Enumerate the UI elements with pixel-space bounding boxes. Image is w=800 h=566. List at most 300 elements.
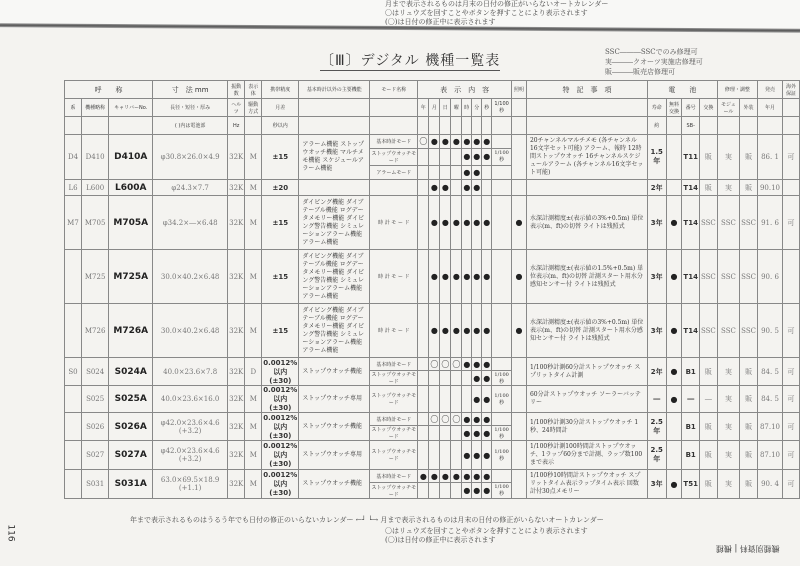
- circle-note-line: (〇)は日付の修正中に表示されます: [385, 536, 496, 544]
- battery-number-cell: T14: [682, 196, 700, 250]
- display-cell: ●: [472, 426, 482, 441]
- table-row: [65, 358, 800, 371]
- display-cell: ●: [440, 250, 451, 304]
- display-cell: [451, 371, 462, 386]
- drive-cell: M: [245, 135, 262, 180]
- table-row: [65, 180, 800, 196]
- header-cell: 寿命: [647, 99, 666, 117]
- display-cell: [492, 250, 512, 304]
- header-cell: 曜: [451, 99, 462, 117]
- display-cell: ●: [462, 441, 472, 470]
- notes-cell: 1/100秒計測60分計ストップウオッチ スプリットタイム計測: [526, 358, 647, 386]
- case-repair-cell: 販: [740, 358, 758, 386]
- top-note-line: (〇)は日付の修正中に表示されます: [385, 18, 496, 26]
- display-cell: 〇: [452, 359, 461, 369]
- display-cell: 〇: [441, 414, 450, 424]
- series-cell: M7: [65, 196, 82, 250]
- header-cell: [758, 117, 783, 135]
- hz-cell: 32K: [228, 304, 245, 358]
- notes-cell: 1/100秒計測100時間計ストップウオッチ、1ラップ60分まで計測、ラップ数100まで表示: [526, 441, 647, 470]
- calendar-note: 年まで表示されるものはうるう年でも日付の修正のいらないカレンダー ←┘ └→ 月まで表示されるものは月末の日付の修正がいらないオートカレンダー: [130, 516, 604, 524]
- header-cell: [370, 99, 418, 117]
- notes-cell: 60分計ストップウオッチ ソーラーバッテリー: [526, 386, 647, 413]
- display-cell: ●: [462, 165, 472, 179]
- display-cell: [492, 470, 512, 483]
- header-cell: [740, 117, 758, 135]
- display-cell: [429, 371, 440, 386]
- display-cell: [492, 180, 512, 196]
- mode-cell: ストップウオッチモード: [371, 484, 417, 498]
- mode-cell: 基本時計モード: [370, 470, 418, 483]
- display-cell: [462, 371, 472, 386]
- display-cell: [418, 149, 429, 165]
- caliber-cell: L600A: [109, 180, 153, 196]
- battery-number-cell: ―: [682, 386, 700, 413]
- case-repair-cell: 販: [740, 470, 758, 499]
- series-cell: [65, 250, 82, 304]
- display-cell: [451, 426, 462, 441]
- accuracy-cell: ±15: [262, 135, 299, 180]
- header-cell: 日: [440, 99, 451, 117]
- page-title: 〔Ⅲ〕デジタル 機種一覧表: [320, 50, 500, 71]
- display-cell: ●: [482, 426, 492, 441]
- module-repair-cell: 実: [717, 358, 739, 386]
- hz-cell: 32K: [228, 135, 245, 180]
- display-cell: ●: [473, 414, 481, 424]
- display-cell: 〇: [452, 414, 461, 424]
- functions-cell: ダイビング機能 ダイブテーブル機能 ログデータメモリー機能 ダイビング警告機能 シミュレーションアラーム機能 アラーム機能: [299, 250, 370, 304]
- display-cell: ●: [440, 135, 451, 149]
- display-cell: ●: [440, 304, 451, 358]
- display-cell: ●: [482, 371, 492, 386]
- display-cell: ●: [429, 180, 440, 196]
- header-cell: [299, 117, 370, 135]
- release-cell: 87.10: [758, 413, 783, 441]
- battery-exchange-cell: SSC: [699, 196, 717, 250]
- display-cell: [440, 483, 451, 499]
- circle-note: [385, 527, 588, 545]
- drive-cell: M: [245, 441, 262, 470]
- header-cell: 秒: [482, 99, 492, 117]
- display-cell: ●: [418, 470, 429, 483]
- display-cell: [451, 165, 462, 179]
- module-repair-cell: SSC: [717, 250, 739, 304]
- header-cell: [783, 99, 800, 117]
- display-cell: ●: [482, 135, 492, 149]
- release-cell: 86. 1: [758, 135, 783, 180]
- mode-cell: ストップウオッチモード: [370, 386, 418, 413]
- display-cell: [418, 426, 429, 441]
- display-cell: [492, 304, 512, 358]
- display-cell: ●: [472, 470, 482, 483]
- light-cell: ●: [511, 250, 526, 304]
- header-cell: [666, 117, 682, 135]
- free-exchange-cell: ●: [666, 250, 682, 304]
- display-cell: ●: [472, 196, 482, 250]
- module-repair-cell: 実: [717, 180, 739, 196]
- release-cell: 91. 6: [758, 196, 783, 250]
- header-frequency: 振動数: [228, 81, 245, 99]
- display-cell: ●: [451, 250, 462, 304]
- header-row-1: [65, 81, 800, 99]
- display-cell: ●: [472, 386, 482, 413]
- size-cell: 40.0×23.6×7.8: [153, 358, 228, 386]
- battery-number-cell: B1: [682, 413, 700, 441]
- mode-cell: 時 計 モ ー ド: [370, 304, 418, 358]
- table-row: [65, 304, 800, 358]
- functions-cell: ストップウオッチ機能: [299, 470, 370, 499]
- display-cell: ●: [483, 414, 491, 424]
- size-cell: φ34.2×―×6.48: [153, 196, 228, 250]
- battery-exchange-cell: 販: [699, 135, 717, 180]
- battery-exchange-cell: 販: [699, 358, 717, 386]
- display-cell: ●: [482, 483, 492, 499]
- display-cell: [418, 165, 429, 179]
- display-cell: [418, 386, 429, 413]
- display-cell: [451, 149, 462, 165]
- top-note: [385, 0, 608, 27]
- battery-life-cell: 2.5年: [647, 441, 666, 470]
- notes-cell: [526, 180, 647, 196]
- circle-note-line: 〇はリュウズを回すことやボタンを押すことにより表示されます: [385, 527, 588, 535]
- header-cell: 駆動方式: [245, 99, 262, 117]
- header-cell: [462, 117, 472, 135]
- table-row: [65, 250, 800, 304]
- display-cell: 〇: [441, 359, 450, 369]
- display-cell: ●: [429, 135, 440, 149]
- display-cell: [451, 180, 462, 196]
- header-cell: [511, 99, 526, 117]
- accuracy-cell: 0.0012% 以内(±30): [263, 471, 298, 497]
- light-cell: [511, 413, 526, 441]
- warranty-cell: 可: [783, 386, 800, 413]
- display-cell: [429, 386, 440, 413]
- page-footer: 機種別資料 | 機種: [716, 544, 780, 553]
- light-cell: [511, 441, 526, 470]
- release-cell: 90. 4: [758, 470, 783, 499]
- module-repair-cell: SSC: [717, 196, 739, 250]
- abbr-cell: M726: [81, 304, 108, 358]
- hz-cell: 32K: [228, 441, 245, 470]
- display-cell: ●: [462, 250, 472, 304]
- caliber-cell: S025A: [109, 386, 153, 413]
- header-cell: [472, 117, 482, 135]
- module-repair-cell: 実: [717, 135, 739, 180]
- header-cell: 1/100秒: [492, 99, 512, 117]
- hz-cell: 32K: [228, 250, 245, 304]
- display-cell: ●: [472, 371, 482, 386]
- hz-cell: 32K: [228, 413, 245, 441]
- header-cell: [492, 117, 512, 135]
- abbr-cell: M725: [81, 250, 108, 304]
- display-cell: [462, 386, 472, 413]
- page-number: 116: [5, 524, 16, 542]
- display-cell: 〇: [430, 414, 439, 424]
- display-cell: ●: [462, 149, 472, 165]
- display-cell: ●: [482, 441, 492, 470]
- display-cell: [451, 483, 462, 499]
- series-cell: [65, 470, 82, 499]
- header-cell: [429, 117, 440, 135]
- series-cell: [65, 413, 82, 441]
- table-row: [65, 441, 800, 470]
- header-cell: 交換: [699, 99, 717, 117]
- display-cell: [440, 371, 451, 386]
- battery-number-cell: T14: [682, 304, 700, 358]
- header-cell: [245, 117, 262, 135]
- legend-item: SSC―――SSCでのみ修理可: [605, 48, 698, 56]
- warranty-cell: [783, 180, 800, 196]
- free-exchange-cell: ●: [666, 386, 682, 413]
- mode-cell: ストップウオッチモード: [371, 372, 417, 385]
- battery-exchange-cell: 販: [699, 441, 717, 470]
- header-cell: 外装: [740, 99, 758, 117]
- warranty-cell: 可: [783, 413, 800, 441]
- light-cell: [511, 386, 526, 413]
- drive-cell: M: [245, 413, 262, 441]
- display-cell: ●: [462, 135, 472, 149]
- display-cell: ●: [462, 470, 472, 483]
- display-cell: [482, 165, 492, 179]
- header-row-2: [65, 99, 800, 117]
- warranty-cell: 可: [783, 358, 800, 386]
- module-repair-cell: 実: [717, 386, 739, 413]
- header-cell: [299, 99, 370, 117]
- display-cell: ●: [463, 359, 471, 369]
- release-cell: 84. 5: [758, 386, 783, 413]
- caliber-cell: M725A: [109, 250, 153, 304]
- header-row-3: [65, 117, 800, 135]
- display-cell: [440, 149, 451, 165]
- header-cell: 約: [647, 117, 666, 135]
- series-cell: [65, 386, 82, 413]
- display-cell: ●: [440, 180, 451, 196]
- notes-cell: 水深計測精度±(表示値の3%+0.5m) 単位表示(m、ft)の切替 ライトは残照式: [526, 196, 647, 250]
- series-cell: [65, 441, 82, 470]
- series-cell: [65, 304, 82, 358]
- functions-cell: ダイビング機能 ダイブテーブル機能 ログデータメモリー機能 ダイビング警告機能 シミュレーションアラーム機能 アラーム機能: [299, 304, 370, 358]
- table-row: [65, 470, 800, 483]
- caliber-cell: M726A: [109, 304, 153, 358]
- display-cell: ●: [483, 359, 491, 369]
- header-cell: [81, 117, 108, 135]
- battery-number-cell: B1: [682, 358, 700, 386]
- header-cell: 系: [65, 99, 82, 117]
- header-notes: 特 記 事 項: [526, 81, 647, 99]
- display-cell: [492, 358, 512, 371]
- free-exchange-cell: [666, 441, 682, 470]
- display-cell: [482, 180, 492, 196]
- case-repair-cell: SSC: [740, 196, 758, 250]
- battery-life-cell: 3年: [647, 196, 666, 250]
- display-cell: ●: [451, 304, 462, 358]
- header-functions: 基本時計以外の主要機能: [299, 81, 370, 99]
- display-cell: ●: [451, 135, 462, 149]
- display-cell: ●: [473, 359, 481, 369]
- battery-exchange-cell: 販: [699, 413, 717, 441]
- table-body: [65, 135, 800, 499]
- header-cell: Hz: [228, 117, 245, 135]
- case-repair-cell: 販: [740, 180, 758, 196]
- release-cell: 84. 5: [758, 358, 783, 386]
- legend-item: 実―――クオーツ実施店修理可: [605, 58, 703, 66]
- display-cell: [492, 165, 512, 179]
- display-cell: ●: [462, 426, 472, 441]
- battery-life-cell: 3年: [647, 250, 666, 304]
- display-cell: ●: [440, 470, 451, 483]
- battery-number-cell: T11: [682, 135, 700, 180]
- display-cell: ●: [472, 180, 482, 196]
- light-cell: [511, 180, 526, 196]
- notes-cell: 水深計測精度±(表示値の3%+0.5m) 単位表示(m、ft)の切替 計測スタート用水分感知センサー付 ライトは残照式: [526, 304, 647, 358]
- header-cell: [526, 117, 647, 135]
- header-cell: [511, 117, 526, 135]
- battery-exchange-cell: ―: [699, 386, 717, 413]
- accuracy-cell: ±15: [262, 196, 299, 250]
- display-cell: [418, 196, 429, 250]
- display-cell: [440, 441, 451, 470]
- top-note-line: 月まで表示されるものは月末の日付の修正がいらないオートカレンダー: [385, 0, 609, 8]
- header-repair: 修理・調整: [717, 81, 757, 99]
- header-warranty: 海外保証: [783, 81, 800, 99]
- table-row: [65, 413, 800, 426]
- light-cell: [511, 135, 526, 180]
- battery-exchange-cell: SSC: [699, 304, 717, 358]
- functions-cell: ストップウオッチ機能: [299, 413, 370, 441]
- abbr-cell: S031: [81, 470, 108, 499]
- mode-cell: 基本時計モード: [370, 135, 418, 149]
- header-cell: [717, 117, 739, 135]
- display-cell: [451, 386, 462, 413]
- free-exchange-cell: ●: [666, 470, 682, 499]
- battery-life-cell: 2.5年: [647, 413, 666, 441]
- header-mode: モード名称: [370, 81, 418, 99]
- case-repair-cell: 販: [740, 135, 758, 180]
- mode-cell: ストップウオッチモード: [370, 441, 418, 470]
- display-cell: [418, 371, 429, 386]
- release-cell: 90. 5: [758, 304, 783, 358]
- hz-cell: 32K: [228, 196, 245, 250]
- display-cell: ●: [482, 386, 492, 413]
- display-cell: ●: [482, 196, 492, 250]
- display-cell: ●: [451, 470, 462, 483]
- display-cell: ●: [440, 196, 451, 250]
- battery-life-cell: 3年: [647, 304, 666, 358]
- mode-cell: 基本時計モード: [370, 413, 418, 426]
- mode-cell: アラームモード: [370, 165, 418, 179]
- battery-exchange-cell: SSC: [699, 250, 717, 304]
- header-release: 発売: [758, 81, 783, 99]
- battery-number-cell: B1: [682, 441, 700, 470]
- header-cell: [783, 117, 800, 135]
- header-cell: [699, 117, 717, 135]
- display-cell: [440, 386, 451, 413]
- display-cell: 1/100秒: [492, 426, 512, 441]
- display-cell: ●: [482, 250, 492, 304]
- notes-cell: 1/100秒10時間計ストップウオッチ スプリットタイム表示ラップタイム表示 回数計付30点メモリー: [526, 470, 647, 499]
- accuracy-cell: 0.0012% 以内(±30): [263, 413, 298, 440]
- free-exchange-cell: ●: [666, 196, 682, 250]
- functions-cell: ストップウオッチ専用: [299, 441, 370, 470]
- legend-item: 販―――販売店修理可: [605, 68, 675, 76]
- size-cell: 40.0×23.6×16.0: [153, 386, 228, 413]
- header-name: 呼 称: [65, 81, 153, 99]
- notes-cell: 水深計測精度±(表示値の1.5%+0.5m) 単位表示(m、ft)の切替 計測スタート用水分感知センサー付 ライトは残照式: [526, 250, 647, 304]
- display-cell: ●: [462, 483, 472, 499]
- header-cell: [109, 117, 153, 135]
- header-cell: ヘルツ: [228, 99, 245, 117]
- display-cell: [492, 196, 512, 250]
- display-cell: [418, 483, 429, 499]
- header-cell: [370, 117, 418, 135]
- header-cell: 秒以内: [262, 117, 299, 135]
- display-cell: ●: [462, 180, 472, 196]
- drive-cell: M: [245, 386, 262, 413]
- display-cell: ●: [472, 165, 482, 179]
- display-cell: ●: [472, 250, 482, 304]
- mode-cell: 時 計 モ ー ド: [370, 196, 418, 250]
- size-cell: 63.0×69.5×18.9 (+1.1): [153, 470, 228, 499]
- case-repair-cell: 販: [740, 441, 758, 470]
- display-cell: [492, 413, 512, 426]
- case-repair-cell: SSC: [740, 304, 758, 358]
- module-repair-cell: SSC: [717, 304, 739, 358]
- abbr-cell: S026: [81, 413, 108, 441]
- drive-cell: D: [245, 358, 262, 386]
- header-cell: [440, 117, 451, 135]
- display-cell: ●: [482, 470, 492, 483]
- top-note-line: 〇はリュウズを回すことやボタンを押すことにより表示されます: [385, 9, 588, 17]
- header-cell: 年月: [758, 99, 783, 117]
- release-cell: 90.10: [758, 180, 783, 196]
- case-repair-cell: 販: [740, 386, 758, 413]
- free-exchange-cell: [666, 180, 682, 196]
- year-calendar-note: 年まで表示されるものはうるう年でも日付の修正のいらないカレンダー: [130, 516, 354, 524]
- header-cell: 時: [462, 99, 472, 117]
- free-exchange-cell: [666, 135, 682, 180]
- display-cell: ●: [482, 149, 492, 165]
- header-display-content: 表 示 内 容: [418, 81, 512, 99]
- hz-cell: 32K: [228, 386, 245, 413]
- header-battery: 電 池: [647, 81, 717, 99]
- battery-number-cell: T51: [682, 470, 700, 499]
- display-cell: [418, 250, 429, 304]
- header-cell: [418, 117, 429, 135]
- size-cell: φ42.0×23.6×4.6 (+3.2): [153, 413, 228, 441]
- caliber-cell: M705A: [109, 196, 153, 250]
- display-cell: ●: [462, 196, 472, 250]
- hz-cell: 32K: [228, 470, 245, 499]
- free-exchange-cell: ●: [666, 358, 682, 386]
- caliber-cell: S027A: [109, 441, 153, 470]
- display-cell: 1/100秒: [492, 483, 512, 499]
- caliber-cell: D410A: [109, 135, 153, 180]
- header-cell: ( )内は電池部: [153, 117, 228, 135]
- mode-cell: ストップウオッチモード: [370, 149, 418, 165]
- header-cell: 機種略称: [81, 99, 108, 117]
- series-cell: L6: [65, 180, 82, 196]
- accuracy-cell: 0.0012% 以内(±30): [263, 442, 298, 468]
- display-cell: 〇: [430, 359, 439, 369]
- header-cell: [451, 117, 462, 135]
- abbr-cell: S027: [81, 441, 108, 470]
- header-display: 表示体: [245, 81, 262, 99]
- display-cell: ●: [482, 304, 492, 358]
- caliber-cell: S024A: [109, 358, 153, 386]
- header-cell: キャリバーNo.: [109, 99, 153, 117]
- warranty-cell: [783, 250, 800, 304]
- notes-cell: 20チャンネルマルチメモ (各チャンネル16文字セット可能) アラーム、報時 12時間ストップウオッチ 16チャンネルスケジュールアラーム (各チャンネル16文字セット可能): [526, 135, 647, 180]
